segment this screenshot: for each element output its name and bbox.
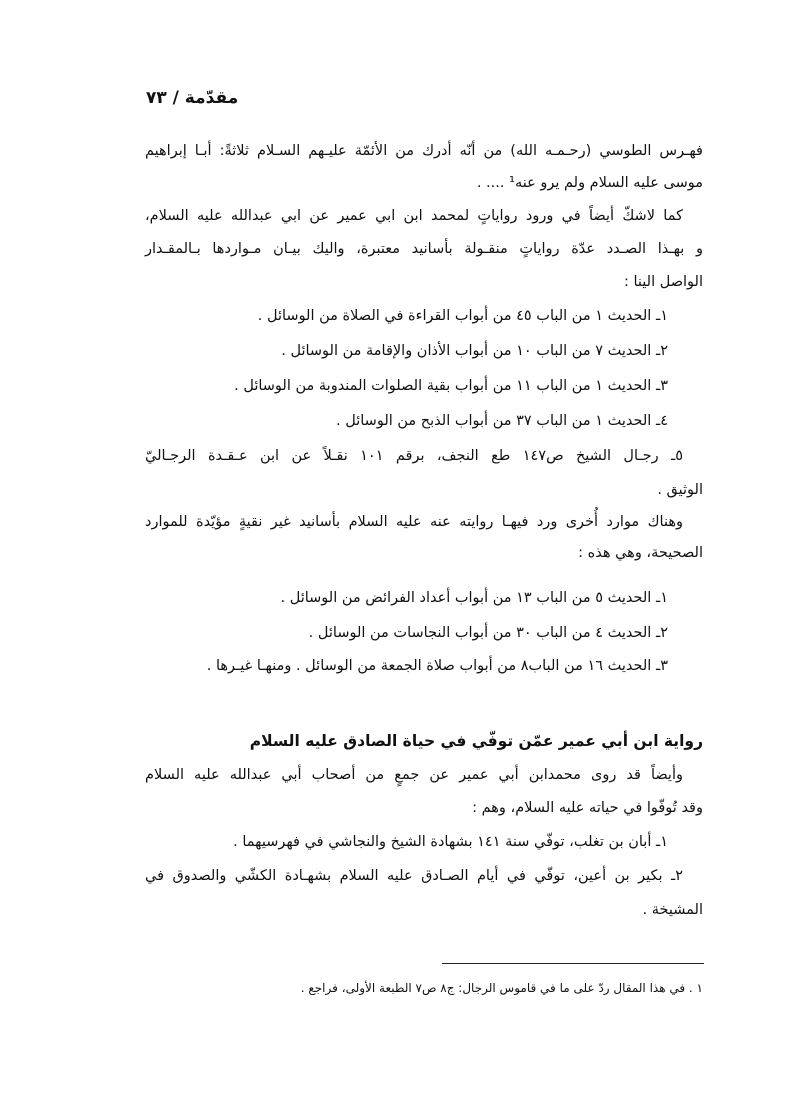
paragraph-line: موسى عليه السلام ولم يرو عنه¹ .... . <box>476 175 703 191</box>
list-item: ٢ـ بكير بن أعين، توفّي في أيام الصـادق عليه السلام بشهـادة الكشّي والصدوق في <box>145 868 683 884</box>
paragraph-line: كما لاشكّ أيضاً في ورود رواياتٍ لمحمد ابن ابي عمير عن ابي عبدالله عليه السلام، <box>145 208 683 224</box>
list-item: ٣ـ الحديث ١٦ من الباب٨ من أبواب صلاة الجمعة من الوسائل . ومنهـا غيـرها . <box>206 658 668 674</box>
list-item-continuation: الوثيق . <box>657 482 703 498</box>
list-item: ٤ـ الحديث ١ من الباب ٣٧ من أبواب الذبح من الوسائل . <box>336 413 668 429</box>
paragraph-line: الصحيحة، وهي هذه : <box>578 545 703 561</box>
list-item: ١ـ أبان بن تغلب، توفّي سنة ١٤١ بشهادة الشيخ والنجاشي في فهرسيهما . <box>233 834 668 850</box>
paragraph-line: و بهـذا الصـدد عدّة رواياتٍ منقـولة بأسانيد معتبرة، واليك بيـان مـواردها بـالمقـدار <box>145 241 703 257</box>
section-heading: رواية ابن أبي عمير عمّن توفّي في حياة الصادق عليه السلام <box>249 732 703 750</box>
running-header: مقدّمة / ٧٣ <box>146 88 239 108</box>
list-item-continuation: المشيخة . <box>642 902 703 918</box>
footnote: ١ . في هذا المقال ردّ على ما في قاموس الرجال: ج٨ ص٧ الطبعة الأولى، فراجع . <box>300 981 703 995</box>
paragraph-line: الواصل الينا : <box>624 274 703 290</box>
list-item: ٢ـ الحديث ٧ من الباب ١٠ من أبواب الأذان والإقامة من الوسائل . <box>281 343 668 359</box>
list-item: ٣ـ الحديث ١ من الباب ١١ من أبواب بقية الصلوات المندوبة من الوسائل . <box>234 378 668 394</box>
paragraph-line: وهناك موارد أُخرى ورد فيهـا روايته عنه عليه السلام بأسانيد غير نقيةٍ مؤيّدة للموارد <box>145 514 683 530</box>
list-item: ١ـ الحديث ٥ من الباب ١٣ من أبواب أعداد الفرائض من الوسائل . <box>280 590 668 606</box>
paragraph-line: وأيضاً قد روى محمدابن أبي عمير عن جمعٍ من أصحاب أبي عبدالله عليه السلام <box>145 767 683 783</box>
list-item: ٥ـ رجـال الشيخ ص١٤٧ طع النجف، برقم ١٠١ نقـلاً عن ابن عـقـدة الرجـاليّ <box>145 448 683 464</box>
paragraph-line: وقد تُوفّوا في حياته عليه السلام، وهم : <box>472 800 703 816</box>
list-item: ١ـ الحديث ١ من الباب ٤٥ من أبواب القراءة في الصلاة من الوسائل . <box>257 308 668 324</box>
footnote-separator <box>442 963 704 964</box>
list-item: ٢ـ الحديث ٤ من الباب ٣٠ من أبواب النجاسات من الوسائل . <box>308 625 668 641</box>
paragraph-line: فهـرس الطوسي (رحـمـه الله) من أنّه أدرك من الأئمّة عليـهم السـلام ثلاثةً: أبـا إبراهيم <box>145 143 703 159</box>
